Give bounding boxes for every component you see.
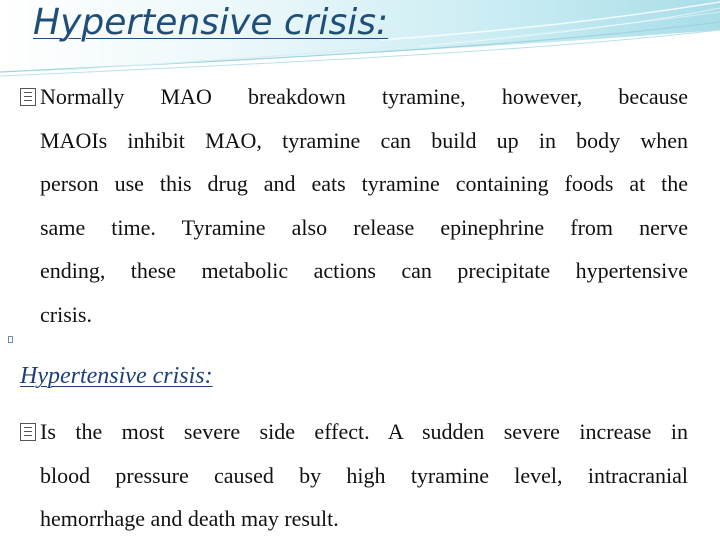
bullet-line	[20, 75, 688, 119]
bullet-line: MAOIs inhibit MAO, tyramine can build up in body when	[40, 127, 688, 153]
bullet-line: crisis.	[40, 301, 92, 327]
bullet-line: blood pressure caused by high tyramine level, intracranial	[40, 462, 688, 488]
empty-bullet-marker-icon	[8, 336, 13, 343]
bullet-text: Is the most severe side effect. A sudden severe increase in	[40, 419, 688, 444]
bullet-line: hemorrhage and death may result.	[40, 506, 339, 531]
bullet-icon	[20, 88, 36, 106]
bullet-line	[20, 410, 688, 454]
bullet-text: Normally MAO breakdown tyramine, however, because	[40, 84, 688, 109]
slide-title: Hypertensive crisis:	[33, 2, 389, 43]
bullet-line: same time. Tyramine also release epinephrine from nerve	[40, 214, 688, 240]
bullet-paragraph-2	[40, 410, 688, 541]
bullet-line: person use this drug and eats tyramine containing foods at the	[40, 171, 688, 196]
bullet-icon	[20, 423, 36, 441]
bullet-line: ending, these metabolic actions can precipitate hypertensive	[40, 258, 688, 283]
section-subheading: Hypertensive crisis:	[20, 363, 213, 389]
bullet-paragraph-1	[40, 75, 688, 336]
